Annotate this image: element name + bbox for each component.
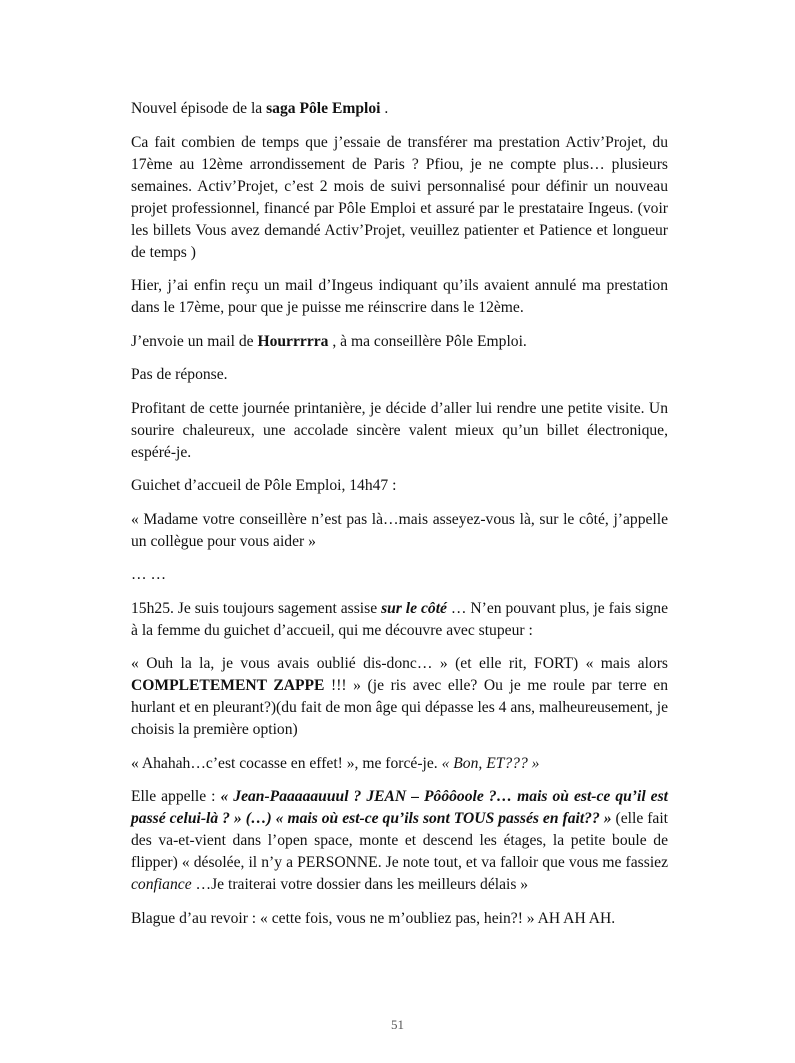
paragraph	[131, 598, 668, 642]
text: .	[380, 100, 389, 117]
text: … N’en pouvant plus, je fais signe à la femme du guichet d’accueil, qui me découvre avec stupeur :	[131, 599, 668, 639]
paragraph: Ca fait combien de temps que j’essaie de transférer ma prestation Activ’Projet, du 17ème au 12ème arrondissement de Paris ? Pfiou, je ne compte plus… plusieurs semaines. Activ’Projet, c’est 2 mois de suivi personnalisé pour définir un nouveau projet professionnel, financé par Pôle Emploi et assuré par le prestataire Ingeus. (voir les billets Vous avez demandé Activ’Projet, veuillez patienter et Patience et longueur de temps )	[131, 133, 668, 261]
text: J’envoie un mail de	[131, 332, 258, 350]
text: « Ouh la la, je vous avais oublié dis-donc… » (et elle rit, FORT) « mais alors	[131, 655, 668, 672]
paragraph	[131, 331, 668, 353]
paragraph	[131, 653, 668, 741]
paragraph: Hier, j’ai enfin reçu un mail d’Ingeus indiquant qu’ils avaient annulé ma prestation dans le 17ème, pour que je puisse me réinscrire dans le 12ème.	[131, 277, 668, 316]
text: Nouvel épisode de la	[131, 100, 267, 117]
italic-text: confiance	[131, 876, 192, 893]
text: 15h25. Je suis toujours sagement assise	[131, 599, 382, 617]
bold-text: COMPLETEMENT ZAPPE	[131, 677, 325, 694]
document-body	[131, 98, 668, 941]
paragraph	[131, 786, 668, 896]
text: Elle appelle :	[131, 788, 221, 805]
bold-text: Hourrrrra	[257, 332, 329, 350]
italic-text: « Bon, ET??? »	[441, 754, 540, 772]
paragraph: Blague d’au revoir : « cette fois, vous ne m’oubliez pas, hein?! » AH AH AH.	[131, 909, 616, 927]
bold-italic-text: sur le côté	[381, 599, 447, 617]
text: (elle fait des va-et-vient dans l’open space, monte et descend les étages, la petite boule de flipper) « désolée, il n’y a PERSONNE. Je note tout, et va falloir que vous me fassiez	[131, 810, 668, 871]
paragraph: Profitant de cette journée printanière, je décide d’aller lui rendre une petite visite. Un sourire chaleureux, une accolade sincère valent mieux qu’un billet électronique, espéré-je.	[131, 399, 668, 461]
paragraph: Pas de réponse.	[131, 366, 228, 383]
text: « Ahahah…c’est cocasse en effet! », me forcé-je.	[131, 754, 442, 772]
paragraph: « Madame votre conseillère n’est pas là…mais asseyez-vous là, sur le côté, j’appelle un collègue pour vous aider »	[131, 510, 668, 550]
ellipsis-line: … …	[131, 566, 167, 583]
bold-italic-text: « Jean-Paaaaauuul ? JEAN – Pôôôoole ?… mais où est-ce qu’il est passé celui-là ? » (…) « mais où est-ce qu’ils sont TOUS passés en fait?? »	[131, 788, 668, 827]
paragraph	[131, 753, 668, 775]
text: , à ma conseillère Pôle Emploi.	[328, 332, 527, 350]
paragraph-intro	[131, 98, 668, 120]
bold-text: saga Pôle Emploi	[266, 100, 381, 117]
text: …Je traiterai votre dossier dans les meilleurs délais »	[191, 876, 529, 893]
paragraph: Guichet d’accueil de Pôle Emploi, 14h47 :	[131, 477, 397, 494]
page-number: 51	[391, 1017, 404, 1032]
text: !!! » (je ris avec elle? Ou je me roule par terre en hurlant et en pleurant?)(du fait de mon âge qui dépasse les 4 ans, malheureusement, je choisis la première option)	[131, 677, 668, 738]
